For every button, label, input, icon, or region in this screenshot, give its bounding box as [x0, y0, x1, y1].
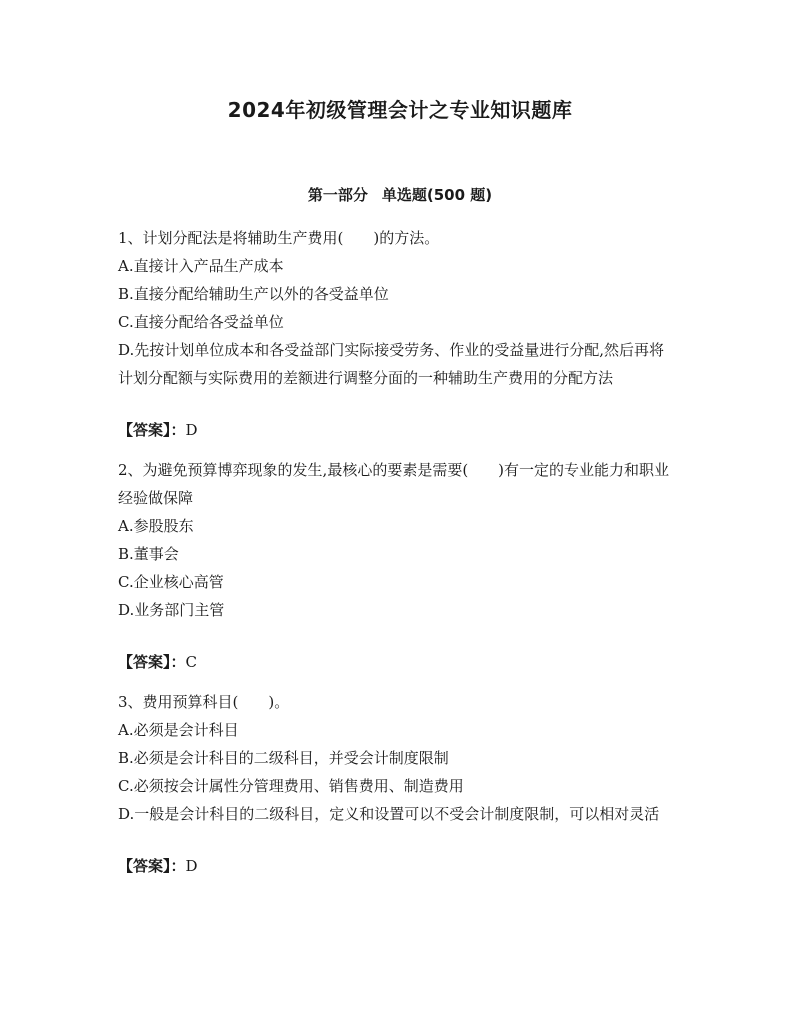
question-1	[118, 224, 678, 444]
option-d: D.业务部门主管	[118, 601, 225, 619]
answer-separator: ：	[170, 857, 186, 875]
option-a: A.直接计入产品生产成本	[118, 257, 284, 275]
answer-line	[118, 416, 678, 444]
option-a: A.必须是会计科目	[118, 721, 239, 739]
section-title	[0, 184, 800, 205]
option-b: B.直接分配给辅助生产以外的各受益单位	[118, 285, 389, 303]
document-title: 2024年初级管理会计之专业知识题库	[227, 98, 573, 122]
answer-label: 【答案】	[118, 421, 171, 439]
option-c: C.企业核心高管	[118, 573, 224, 591]
option-d: D.一般是会计科目的二级科目，定义和设置可以不受会计制度限制，可以相对灵活	[118, 805, 660, 823]
question-stem: 3、费用预算科目( )。	[118, 693, 290, 711]
question-2	[118, 456, 678, 676]
section-type: 单选题(500 题)	[381, 186, 493, 204]
question-list	[118, 224, 678, 892]
question-3	[118, 688, 678, 880]
answer-line	[118, 852, 678, 880]
answer-label: 【答案】	[118, 857, 171, 875]
section-part: 第一部分	[307, 186, 368, 204]
question-stem: 1、计划分配法是将辅助生产费用( )的方法。	[118, 229, 440, 247]
option-b: B.必须是会计科目的二级科目，并受会计制度限制	[118, 749, 449, 767]
option-b: B.董事会	[118, 545, 179, 563]
option-c: C.直接分配给各受益单位	[118, 313, 284, 331]
answer-value: C	[185, 653, 198, 671]
answer-separator: ：	[170, 421, 186, 439]
answer-label: 【答案】	[118, 653, 171, 671]
answer-value: D	[185, 421, 198, 439]
option-d: D.先按计划单位成本和各受益部门实际接受劳务、作业的受益量进行分配,然后再将计划分配额与实际费用的差额进行调整分面的一种辅助生产费用的分配方法	[118, 341, 665, 387]
answer-value: D	[185, 857, 198, 875]
option-c: C.必须按会计属性分管理费用、销售费用、制造费用	[118, 777, 464, 795]
question-stem: 2、为避免预算博弈现象的发生,最核心的要素是需要( )有一定的专业能力和职业经验做保障	[118, 461, 670, 507]
answer-line	[118, 648, 678, 676]
answer-separator: ：	[170, 653, 186, 671]
option-a: A.参股股东	[118, 517, 194, 535]
